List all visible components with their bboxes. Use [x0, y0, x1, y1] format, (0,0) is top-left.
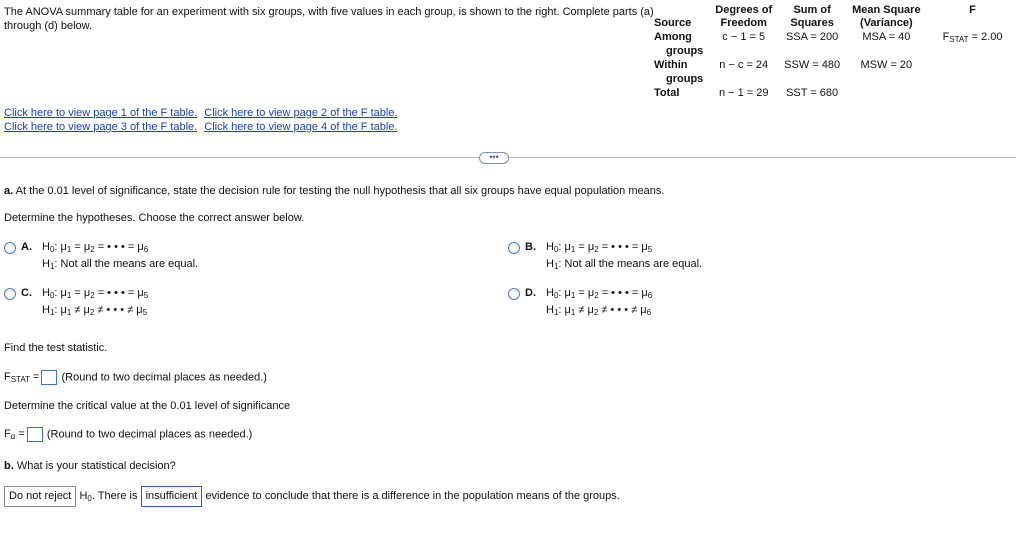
part-a-question: a. At the 0.01 level of significance, state the decision rule for testing the null hypothesis that all six groups have equal population means.: [4, 185, 665, 197]
cell-ss: SSA = 200: [785, 31, 839, 43]
option-b[interactable]: [508, 241, 988, 275]
decision-conclusion-text: evidence to conclude that there is a difference in the population means of the groups.: [205, 490, 620, 502]
fstat-answer-row: [4, 370, 267, 385]
expand-icon[interactable]: •••: [479, 152, 509, 164]
cell-ss: SSW = 480: [784, 59, 841, 71]
header-df: Degrees of Freedom: [715, 4, 773, 29]
cell-ms: MSA = 40: [862, 31, 911, 43]
find-test-statistic-prompt: Find the test statistic.: [4, 342, 108, 354]
null-hypothesis: $H_0$: $\mu_1 = \mu_2$ = • • • = $\mu_6$: [42, 241, 149, 254]
f-table-page-3-link[interactable]: Click here to view page 3 of the F table.: [4, 121, 198, 133]
hypotheses-prompt: Determine the hypotheses. Choose the correct answer below.: [4, 212, 305, 224]
header-source: Source: [654, 17, 692, 29]
null-hypothesis: $H_0$: $\mu_1 = \mu_2$ = • • • = $\mu_6$: [546, 287, 653, 300]
problem-intro: The ANOVA summary table for an experiment with six groups, with five values in each group, is shown to the right. Complete parts (a) through (d) below.: [4, 6, 654, 32]
alternative-hypothesis: $H_1$: Not all the means are equal.: [42, 258, 199, 271]
alternative-hypothesis: $H_1$: Not all the means are equal.: [546, 258, 703, 271]
cell-source: Within groups: [654, 59, 704, 85]
decision-sentence: Do not reject $H_0$. There is insufficient evidence to conclude that there is a difference in the population means of the groups.: [4, 486, 620, 507]
critical-value-prompt: Determine the critical value at the 0.01 level of significance: [4, 400, 291, 412]
anova-summary-table: [650, 4, 1009, 100]
f-table-page-4-link[interactable]: Click here to view page 4 of the F table.: [204, 121, 398, 133]
radio-button-icon[interactable]: [4, 242, 16, 254]
cell-df: n − c = 24: [719, 59, 769, 71]
cell-source: Among groups: [654, 31, 704, 57]
table-row-among: [650, 30, 1009, 58]
decision-dropdown[interactable]: Do not reject: [4, 486, 76, 507]
cell-df: n − 1 = 29: [718, 87, 769, 99]
null-hypothesis: $H_0$: $\mu_1 = \mu_2$ = • • • = $\mu_5$: [42, 287, 149, 300]
radio-button-icon[interactable]: [4, 288, 16, 300]
option-c[interactable]: [4, 287, 484, 321]
critical-value-answer-row: [4, 427, 252, 442]
option-letter: A.: [21, 241, 32, 253]
radio-button-icon[interactable]: [508, 242, 520, 254]
option-d[interactable]: [508, 287, 988, 321]
null-hypothesis: $H_0$: $\mu_1 = \mu_2$ = • • • = $\mu_5$: [546, 241, 653, 254]
cell-f: $F_{STAT} = 2.00$: [942, 31, 1003, 44]
cell-ms: MSW = 20: [860, 59, 913, 71]
header-ms: Mean Square (Variance): [852, 4, 921, 29]
f-alpha-label: $F_\alpha$ =: [4, 428, 25, 442]
radio-button-icon[interactable]: [508, 288, 520, 300]
header-ss: Sum of Squares: [790, 4, 834, 29]
critical-value-input[interactable]: [27, 427, 43, 442]
round-note: (Round to two decimal places as needed.): [61, 371, 267, 384]
table-row-total: [650, 86, 1009, 100]
f-table-page-2-link[interactable]: Click here to view page 2 of the F table.: [204, 107, 398, 119]
table-row-within: [650, 58, 1009, 86]
evidence-dropdown[interactable]: insufficient: [141, 486, 203, 507]
header-f: F: [969, 4, 976, 16]
f-table-page-1-link[interactable]: Click here to view page 1 of the F table.: [4, 107, 198, 119]
round-note: (Round to two decimal places as needed.): [46, 428, 253, 441]
part-b-question: b. What is your statistical decision?: [4, 460, 176, 472]
f-table-links: [4, 106, 402, 134]
table-header-row: [650, 4, 1009, 30]
option-letter: D.: [525, 287, 536, 299]
cell-source: Total: [654, 87, 680, 99]
fstat-label: $F_{STAT}$ =: [4, 371, 40, 385]
cell-ss: SST = 680: [786, 87, 839, 99]
fstat-input[interactable]: [41, 370, 57, 385]
cell-df: c − 1 = 5: [722, 31, 766, 43]
option-a[interactable]: [4, 241, 484, 275]
option-letter: C.: [21, 287, 32, 299]
alternative-hypothesis: $H_1$: $\mu_1 \ne \mu_2$ ≠ • • • ≠ $\mu_6$: [546, 304, 652, 317]
option-letter: B.: [525, 241, 536, 253]
alternative-hypothesis: $H_1$: $\mu_1 \ne \mu_2$ ≠ • • • ≠ $\mu_5$: [42, 304, 148, 317]
